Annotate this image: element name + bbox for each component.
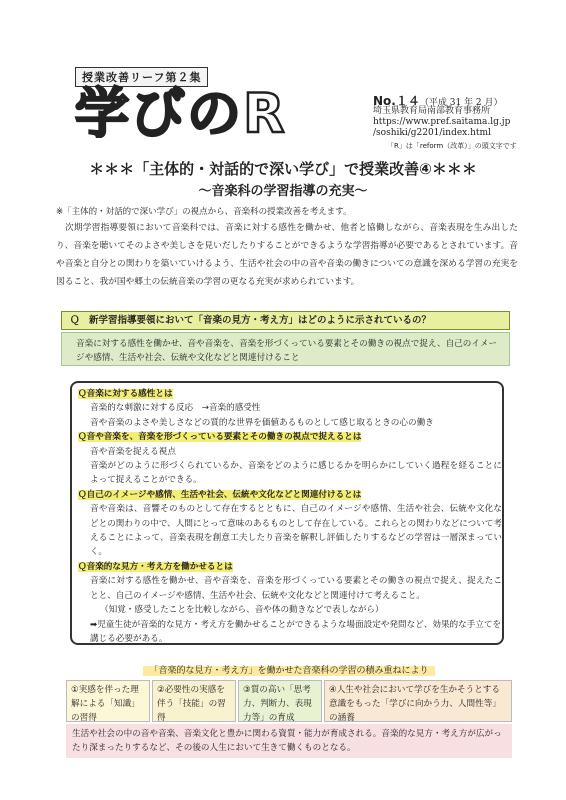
intro-paragraph: 次期学習指導要領において音楽科では、音楽に対する感性を働かせ、他者と協働しながら、音楽表現を生み出したり、音楽を聴いてそのよさや美しさを見いだしたりすることができるような学習指導が必要であるとされています。音や音楽と自分との関わりを築いていけるよう、生活や社会の中の音や音楽の働きについての意識を深める学習の充実を図ること、我が国や郷土の伝統音楽の学習の更なる充実が求められています。 (56, 223, 518, 287)
office-url-line-1[interactable]: https://www.pref.saitama.lg.jp (373, 117, 511, 127)
section-3-line-1: 音や音楽は、音響そのものとして存在するとともに、自己のイメージや感情、生活や社会、伝統や文化などとの関わりの中で、人間にとって意味のあるものとして存在している。これらとの関わりなどについて考えることによって、音楽表現を創意工夫したり音楽を解釈し評価したりするなどの学習は一層深まっていく。 (90, 504, 502, 558)
section-2-line-1: 音や音楽を捉える視点 (90, 446, 176, 457)
conclusion: ➡児童生徒が音楽的な見方・考え方を働かせることができるような場面設定や発問など、効果的な手立てを講じる必要がある。 (90, 619, 502, 644)
section-heading-4: Ｑ音楽的な見方・考え方を働かせるとは (78, 561, 233, 572)
summary-box: 生活や社会の中の音や音楽、音楽文化と豊かに関わる資質・能力が育成される。音楽的な見方・考え方が広がったり深まったりするなど、その後の人生において生きて働くものとなる。 (66, 724, 512, 758)
tile-attitude: ④人生や社会において学びを生かそうとする意識をもった「学びに向かう力、人間性等」の涵養 (324, 680, 512, 722)
section-heading-1: Ｑ音楽に対する感性とは (78, 389, 173, 399)
section-heading-2: Ｑ音や音楽を、音楽を形づくっている要素とその働きの視点で捉えるとは (78, 432, 362, 443)
tile-skills: ②必要性の実感を伴う「技能」の習得 (152, 680, 236, 722)
logo (73, 84, 351, 138)
question-bar: Ｑ 新学習指導要領において「音楽の見方・考え方」はどのように示されているの？ (61, 311, 510, 330)
bottom-bar: 「音楽的な見方・考え方」を働かせた音楽科の学習の積み重ねにより (66, 664, 512, 678)
office-info: 埼玉県教育局南部教育事務所 https://www.pref.saitama.lg.jp /soshiki/g2201/index.html (373, 106, 511, 138)
office-url-line-2[interactable]: /soshiki/g2201/index.html (373, 128, 491, 138)
r-note: 「R」は「reform（改革）」の頭文字です (387, 142, 517, 150)
tile-thinking: ③質の高い「思考力、判断力、表現力等」の育成 (238, 680, 322, 722)
intro-note: ※「主体的・対話的で深い学び」の視点から、音楽科の授業改善を考えます。 (56, 207, 352, 217)
tile-knowledge: ①実感を伴った理解による「知識」の習得 (66, 680, 150, 722)
answer-box: 音楽に対する感性を働かせ、音や音楽を、音楽を形づくっている要素とその働きの視点で捉え、自己のイメージや感情、生活や社会、伝統や文化などと関連付けること (61, 332, 510, 366)
section-4-line-1: 音楽に対する感性を働かせ、音や音楽を、音楽を形づくっている要素とその働きの視点で捉え、捉えたことと、自己のイメージや感情、生活や社会、伝統や文化などと関連付けて考えること。 (90, 576, 502, 601)
main-content (78, 387, 502, 646)
section-1-line-2: 音や音楽のよさや美しさなどの質的な世界を価値あるものとして感じ取るときの心の働き (90, 417, 434, 428)
section-heading-3: Ｑ自己のイメージや感情、生活や社会、伝統や文化などと関連付けるとは (78, 489, 362, 500)
svg-text:学びのR: 学びのR (75, 84, 287, 138)
issue-date: （平成 31 年 2 月） (419, 98, 503, 108)
page-title: ＊＊＊「主体的・対話的で深い学び」で授業改善④＊＊＊ (89, 160, 477, 178)
section-4-line-2: （知覚・感受したことを比較しながら、音や体の動きなどで表しながら） (100, 605, 384, 616)
page-subtitle: ～音楽科の学習指導の充実～ (198, 184, 368, 199)
section-1-line-1: 音楽的な刺激に対する反応 →音楽的感受性 (90, 403, 261, 414)
series-label: 授業改善リーフ第２集 (75, 67, 208, 87)
issue-number: No.１４（平成 31 年 2 月） (373, 94, 503, 108)
section-2-line-2: 音楽がどのように形づくられているか、音楽をどのように感じるかを明らかにしていく過程を経ることによって捉えることができる。 (90, 461, 502, 486)
